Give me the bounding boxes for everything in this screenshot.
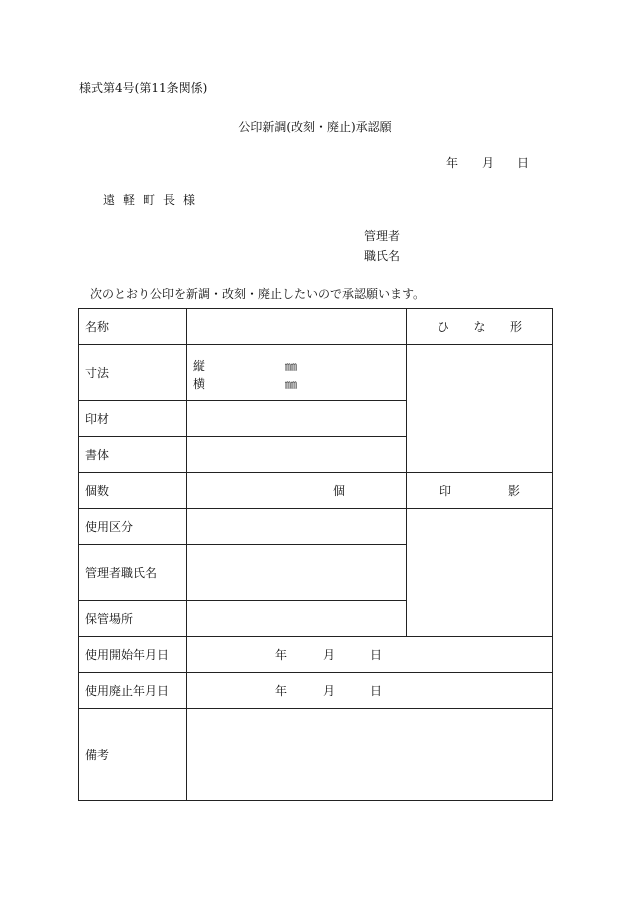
hinagata-char-2: な: [473, 320, 486, 334]
count-field[interactable]: [187, 473, 407, 509]
addressee: 遠軽町長様: [103, 193, 204, 207]
material-field[interactable]: [187, 401, 407, 437]
size-field[interactable]: [187, 345, 407, 401]
end-year: 年: [275, 684, 288, 698]
inei-char-2: 影: [507, 484, 520, 498]
inei-box: [407, 509, 553, 637]
start-month: 月: [323, 648, 336, 662]
typeface-label: 書体: [79, 437, 187, 473]
storage-label: 保管場所: [79, 601, 187, 637]
start-date-label: 使用開始年月日: [79, 637, 187, 673]
hinagata-header: [407, 309, 553, 345]
typeface-field[interactable]: [187, 437, 407, 473]
inei-char-1: 印: [439, 484, 452, 498]
hinagata-char-3: 形: [509, 320, 522, 334]
manager-field[interactable]: [187, 545, 407, 601]
name-field[interactable]: [187, 309, 407, 345]
horizontal-line: [193, 373, 406, 391]
manager-label-cell: 管理者職氏名: [79, 545, 187, 601]
manager-name-label: 職氏名: [364, 249, 401, 263]
date-month: 月: [482, 156, 495, 170]
horizontal-unit: ㎜: [285, 376, 298, 391]
remarks-field[interactable]: [187, 709, 553, 801]
hinagata-char-1: ひ: [437, 320, 450, 334]
start-year: 年: [275, 648, 288, 662]
form-number: 様式第4号(第11条関係): [79, 81, 208, 95]
count-unit: 個: [333, 484, 346, 498]
date-year: 年: [446, 156, 459, 170]
horizontal-label: 横: [193, 376, 206, 391]
intro-text: 次のとおり公印を新調・改刻・廃止したいので承認願います。: [90, 287, 426, 301]
count-label: 個数: [79, 473, 187, 509]
usage-label: 使用区分: [79, 509, 187, 545]
date-day: 日: [517, 156, 530, 170]
vertical-line: [193, 355, 406, 373]
vertical-unit: ㎜: [285, 358, 298, 373]
inei-header: [407, 473, 553, 509]
name-label: 名称: [79, 309, 187, 345]
material-label: 印材: [79, 401, 187, 437]
start-date-field[interactable]: [187, 637, 553, 673]
size-label: 寸法: [79, 345, 187, 401]
remarks-label: 備考: [79, 709, 187, 801]
start-day: 日: [370, 648, 383, 662]
hinagata-box: [407, 345, 553, 473]
manager-label: 管理者: [364, 229, 401, 243]
document-title: 公印新調(改刻・廃止)承認願: [238, 120, 392, 134]
application-table: [78, 308, 553, 801]
end-date-field[interactable]: [187, 673, 553, 709]
end-month: 月: [323, 684, 336, 698]
storage-field[interactable]: [187, 601, 407, 637]
vertical-label: 縦: [193, 358, 206, 373]
end-date-label: 使用廃止年月日: [79, 673, 187, 709]
usage-field[interactable]: [187, 509, 407, 545]
end-day: 日: [370, 684, 383, 698]
